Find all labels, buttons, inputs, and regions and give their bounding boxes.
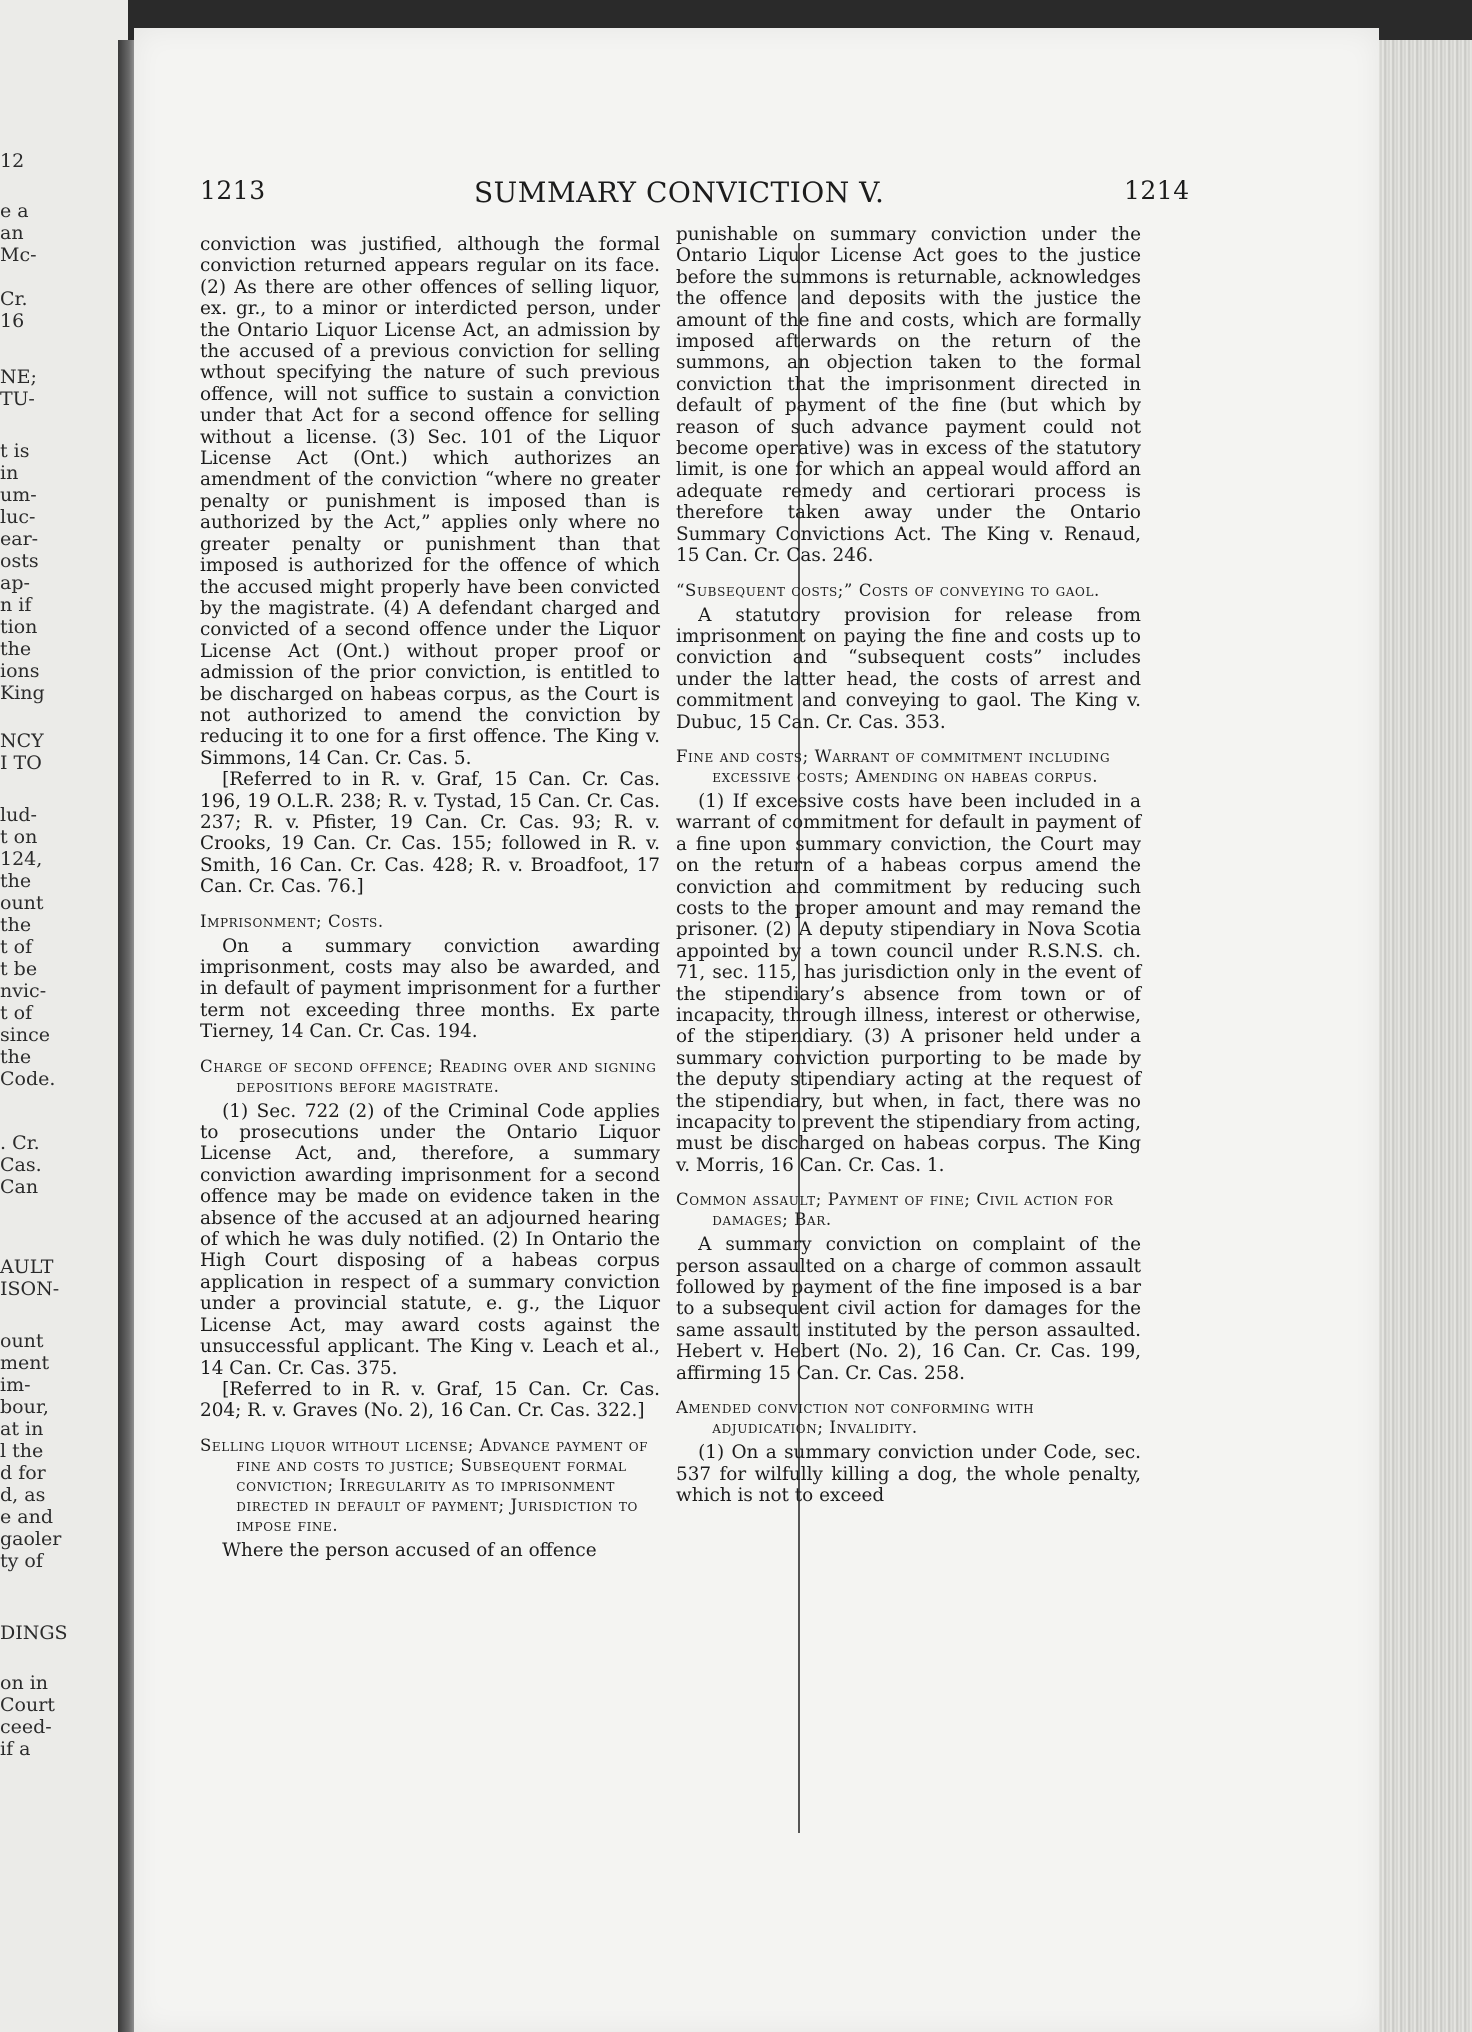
left-page-text-fragment: n if <box>0 594 32 616</box>
paragraph: (1) On a summary conviction under Code, sec. 537 for wilfully killing a dog, the whole penalty, which is not to exceed <box>676 1442 1141 1506</box>
page-number-left: 1213 <box>200 176 266 205</box>
book-page <box>134 28 1379 2032</box>
left-page-text-fragment: 16 <box>0 310 25 332</box>
left-page-text-fragment: ty of <box>0 1550 43 1572</box>
left-page-text-fragment: on in <box>0 1672 49 1694</box>
section-heading: Fine and costs; Warrant of commitment including excessive costs; Amending on habeas corpus. <box>676 746 1111 786</box>
left-page-text-fragment: um- <box>0 484 37 506</box>
left-page-text-fragment: bour, <box>0 1396 49 1418</box>
left-page-text-fragment: an <box>0 222 24 244</box>
left-page-text-fragment: the <box>0 638 32 660</box>
paragraph: (1) If excessive costs have been included in a warrant of commitment for default in payment of a fine upon summary conviction, the Court may on the return of a habeas corpus amend the conviction and commitment by reducing such costs to the proper amount and may remand the prisoner. (2) A deputy stipendiary in Nova Scotia appointed by a town council under R.S.N.S. ch. 71, sec. 115, has jurisdiction only in the event of the stipendiary’s absence from town or of incapacity, through illness, interest or otherwise, of the stipendiary. (3) A prisoner held under a summary conviction purporting to be made by the deputy stipendiary acting at the request of the stipendiary, but when, in fact, there was no incapacity to prevent the stipendiary from acting, must be discharged on habeas corpus. The King v. Morris, 16 Can. Cr. Cas. 1. <box>676 790 1141 1176</box>
left-page-text-fragment: NCY <box>0 730 44 752</box>
left-page-text-fragment: Mc- <box>0 244 37 266</box>
left-page-text-fragment: at in <box>0 1418 44 1440</box>
left-column <box>200 234 660 1561</box>
left-page-text-fragment: ount <box>0 1330 44 1352</box>
section-heading: Imprisonment; Costs. <box>200 911 384 931</box>
paragraph: (1) Sec. 722 (2) of the Criminal Code applies to prosecutions under the Ontario Liquor License Act, and, therefore, a summary conviction awarding imprisonment for a second offence may be made on evidence taken in the absence of the accused at an adjourned hearing of which he was duly notified. (2) In Ontario the High Court disposing of a habeas corpus application in respect of a summary conviction under a provincial statute, e. g., the Liquor License Act, may award costs against the unsuccessful applicant. The King v. Leach et al., 14 Can. Cr. Cas. 375. <box>200 1100 660 1379</box>
left-page-text-fragment: since <box>0 1024 50 1046</box>
left-page-text-fragment: King <box>0 682 45 704</box>
left-page-text-fragment: d, as <box>0 1484 46 1506</box>
left-page-text-fragment: the <box>0 1046 32 1068</box>
left-page-text-fragment: the <box>0 914 32 936</box>
left-page-text-fragment: t be <box>0 958 38 980</box>
left-page-text-fragment: if a <box>0 1738 31 1760</box>
left-page-text-fragment: lud- <box>0 804 37 826</box>
left-page-text-fragment: d for <box>0 1462 46 1484</box>
left-page-text-fragment: the <box>0 870 32 892</box>
left-page-text-fragment: Code. <box>0 1068 56 1090</box>
page-edges <box>1379 40 1472 2032</box>
left-page-text-fragment: Cas. <box>0 1154 42 1176</box>
section-heading: Amended conviction not conforming with adjudication; Invalidity. <box>676 1398 1035 1438</box>
left-page-text-fragment: nvic- <box>0 980 47 1002</box>
left-page-text-fragment: luc- <box>0 506 36 528</box>
left-page-text-fragment: NE; <box>0 366 37 388</box>
left-page-text-fragment: ap- <box>0 572 30 594</box>
left-page-text-fragment: ions <box>0 660 40 682</box>
left-page-text-fragment: tion <box>0 616 38 638</box>
left-page-text-fragment: ear- <box>0 528 39 550</box>
paragraph: conviction was justified, although the formal conviction returned appears regular on its face. (2) As there are other offences of selling liquor, ex. gr., to a minor or interdicted person, under the Ontario Liquor License Act, an admission by the accused of a previous conviction for selling wthout specifying the nature of such previous offence, will not suffice to sustain a conviction under that Act for a second offence for selling without a license. (3) Sec. 101 of the Liquor License Act (Ont.) which authorizes an amendment of the conviction “where no greater penalty or punishment is imposed than is authorized by the Act,” applies only where no greater penalty or punishment than that imposed is authorized for the offence of which the accused might properly have been convicted by the magistrate. (4) A defendant charged and convicted of a second offence under the Liquor License Act (Ont.) without proper proof or admission of the prior conviction, is entitled to be discharged on habeas corpus, as the Court is not authorized to amend the conviction by reducing it to one for a first offence. The King v. Simmons, 14 Can. Cr. Cas. 5. <box>200 234 660 769</box>
left-page-text-fragment: t of <box>0 1002 33 1024</box>
left-page-text-fragment: ment <box>0 1352 50 1374</box>
left-page-text-fragment: ount <box>0 892 44 914</box>
left-page-text-fragment: ISON- <box>0 1278 60 1300</box>
section-heading: Selling liquor without license; Advance payment of fine and costs to justice; Subsequent formal conviction; Irregularity as to imprisonment directed in default of payment; Jurisdiction to impose fine. <box>200 1435 649 1535</box>
running-title: SUMMARY CONVICTION V. <box>474 176 885 209</box>
left-page-text-fragment: 12 <box>0 150 25 172</box>
left-page-text-fragment: Court <box>0 1694 55 1716</box>
reference-note: [Referred to in R. v. Graf, 15 Can. Cr. Cas. 204; R. v. Graves (No. 2), 16 Can. Cr. Cas. 322.] <box>200 1378 660 1422</box>
left-page-text-fragment: in <box>0 462 19 484</box>
left-page-text-fragment: DINGS <box>0 1622 68 1644</box>
section-heading: “Subsequent costs;” Costs of conveying to gaol. <box>676 580 1100 600</box>
left-page-text-fragment: gaoler <box>0 1528 62 1550</box>
left-page-text-fragment: Cr. <box>0 288 28 310</box>
paragraph: A statutory provision for release from imprisonment on paying the fine and costs up to conviction and “subsequent costs” includes under the latter head, the costs of arrest and commitment and conveying to gaol. The King v. Dubuc, 15 Can. Cr. Cas. 353. <box>676 604 1141 733</box>
left-page-text-fragment: e a <box>0 200 29 222</box>
left-page-text-fragment: AULT <box>0 1256 54 1278</box>
left-page-text-fragment: l the <box>0 1440 44 1462</box>
right-column <box>676 224 1141 1506</box>
left-page-text-fragment: t is <box>0 440 30 462</box>
page-number-right: 1214 <box>1124 176 1190 205</box>
paragraph: punishable on summary conviction under the Ontario Liquor License Act goes to the justice before the summons is returnable, acknowledges the offence and deposits with the justice the amount of the fine and costs, which are formally imposed afterwards on the return of the summons, an objection taken to the formal conviction that the imprisonment directed in default of payment of the fine (but which by reason of such advance payment could not become operative) was in excess of the statutory limit, is one for which an appeal would afford an adequate remedy and certiorari process is therefore taken away under the Ontario Summary Convictions Act. The King v. Renaud, 15 Can. Cr. Cas. 246. <box>676 224 1141 567</box>
left-page-text-fragment: im- <box>0 1374 31 1396</box>
left-page-text-fragment: osts <box>0 550 39 572</box>
left-page-text-fragment: . Cr. <box>0 1132 40 1154</box>
left-page-text-fragment: I TO <box>0 752 42 774</box>
reference-note: [Referred to in R. v. Graf, 15 Can. Cr. Cas. 196, 19 O.L.R. 238; R. v. Tystad, 15 Can. Cr. Cas. 237; R. v. Pfister, 19 Can. Cr. Cas. 93; R. v. Crooks, 19 Can. Cr. Cas. 155; followed in R. v. Smith, 16 Can. Cr. Cas. 428; R. v. Broadfoot, 17 Can. Cr. Cas. 76.] <box>200 769 660 898</box>
paragraph: Where the person accused of an offence <box>222 1539 597 1561</box>
section-heading: Charge of second offence; Reading over and signing depositions before magistrate. <box>200 1056 657 1096</box>
left-page-text-fragment: 124, <box>0 848 43 870</box>
left-page-fragment <box>0 0 128 2032</box>
left-page-text-fragment: e and <box>0 1506 54 1528</box>
section-heading: Common assault; Payment of fine; Civil action for damages; Bar. <box>676 1190 1114 1230</box>
left-page-text-fragment: ceed- <box>0 1716 52 1738</box>
left-page-text-fragment: t of <box>0 936 33 958</box>
paragraph: A summary conviction on complaint of the person assaulted on a charge of common assault followed by payment of the fine imposed is a bar to a subsequent civil action for damages for the same assault instituted by the person assaulted. Hebert v. Hebert (No. 2), 16 Can. Cr. Cas. 199, affirming 15 Can. Cr. Cas. 258. <box>676 1234 1141 1384</box>
left-page-text-fragment: Can <box>0 1176 39 1198</box>
paragraph: On a summary conviction awarding imprisonment, costs may also be awarded, and in default of payment imprisonment for a further term not exceeding three months. Ex parte Tierney, 14 Can. Cr. Cas. 194. <box>200 935 660 1043</box>
left-page-text-fragment: TU- <box>0 388 35 410</box>
left-page-text-fragment: t on <box>0 826 38 848</box>
